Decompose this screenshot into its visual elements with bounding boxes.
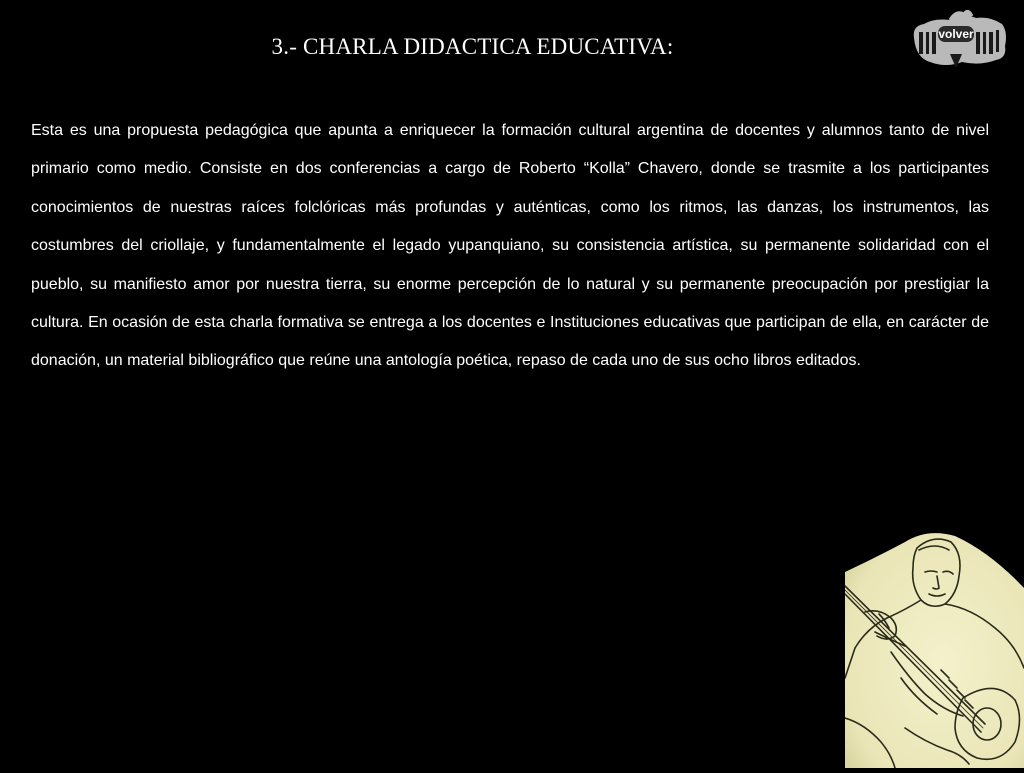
slide-title: 3.- CHARLA DIDACTICA EDUCATIVA: xyxy=(271,34,674,59)
body-text: Esta es una propuesta pedagógica que apunta a enriquecer la formación cultural argentina de docentes y alumnos tanto de nivel primario como medio. Consiste en dos conferencias a cargo de Roberto “Kolla” Chavero, donde se trasmite a los participantes conocimientos de nuestras raíces folclóricas más profundas y auténticas, como los ritmos, las danzas, los instrumentos, las costumbres del criollaje, y fundamentalmente el legado yupanquiano, su consistencia artística, su permanente solidaridad con el pueblo, su manifiesto amor por nuestra tierra, su enorme percepción de lo natural y su permanente preocupación por prestigiar la cultura. En ocasión de esta charla formativa se entrega a los docentes e Instituciones educativas que participan de ella, en carácter de donación, un material bibliográfico que reúne una antología poética, repaso de cada uno de sus ocho libros editados. xyxy=(31,122,989,370)
portrait-image xyxy=(845,528,1024,768)
volver-button[interactable] xyxy=(910,8,1008,72)
guitarist-portrait-icon xyxy=(845,528,1024,768)
volver-label: volver xyxy=(938,27,974,41)
piano-keys-icon xyxy=(910,8,1008,72)
